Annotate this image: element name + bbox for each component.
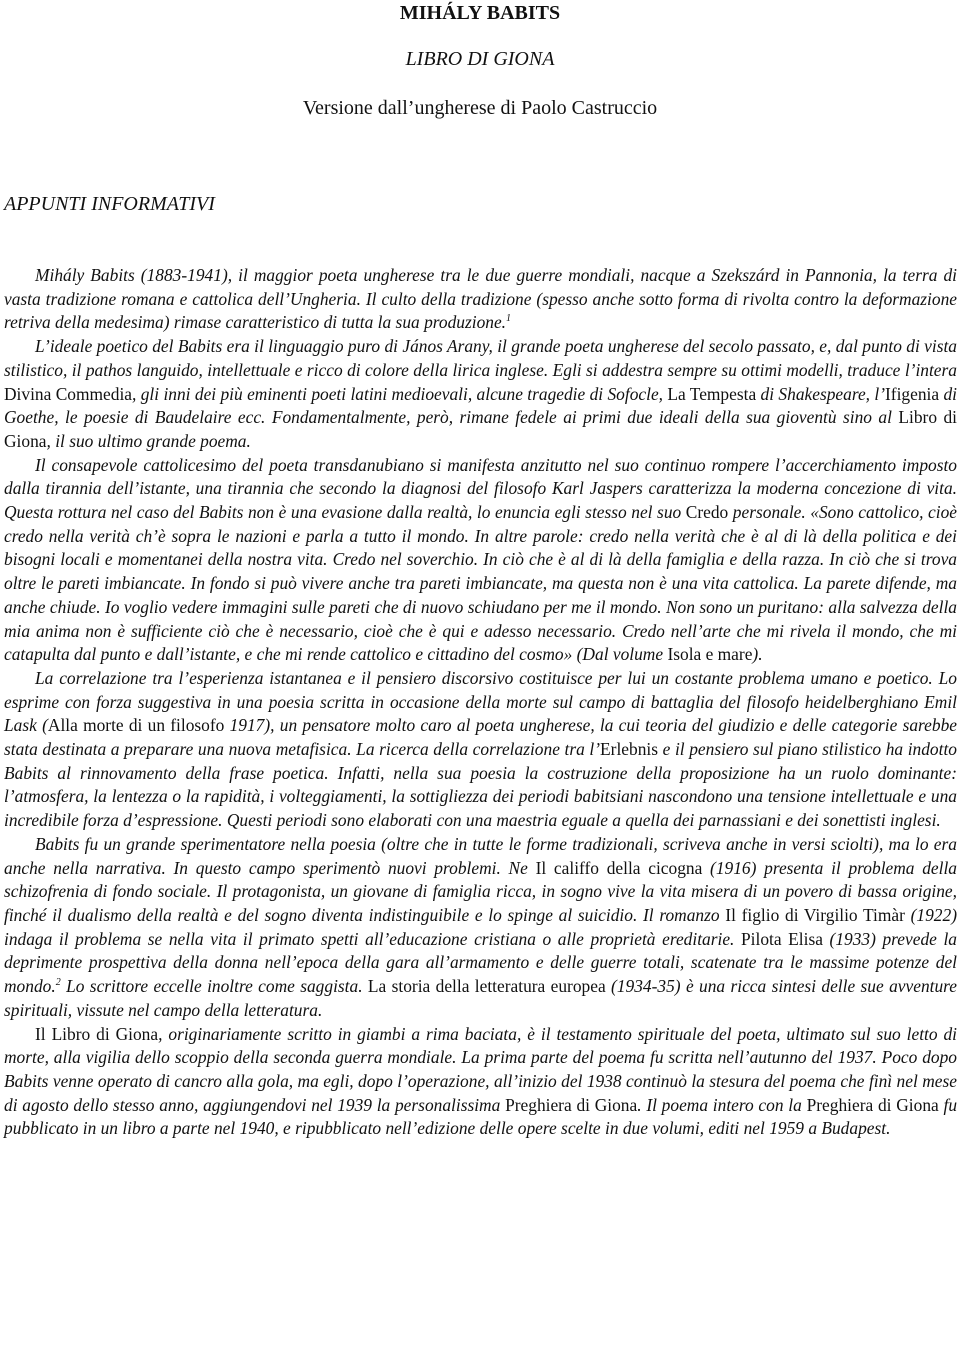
- title-reference: Il califfo della cicogna: [535, 857, 703, 878]
- text-run: e il pensiero sul piano stilistico ha indotto Babits al rinnovamento della frase poetica. Infatti, nella sua poesia la costruzione della proposizione ha un ruolo dominante: l’atmosfera, la lentezza o la rapidità, i volteggiamenti, la sottigliezza dei periodi babitsiani nascondono una tensione intellettuale e una incredibile forza d’espressione. Questi periodi sono elaborati con una maestria eguale a quella dei parnassiani e dei sonettisti inglesi.: [4, 739, 957, 831]
- text-run: ).: [752, 644, 763, 665]
- text-run: 1917), un pensatore molto caro al poeta ungherese, la cui teoria del giudizio e delle categorie sarebbe stata destinata a preparare una nuova metafisica. La ricerca della correlazione tra l’: [4, 715, 957, 760]
- title-reference: Preghiera di Giona: [505, 1094, 638, 1115]
- text-run: La correlazione tra l’esperienza istantanea e il pensiero discorsivo costituisce per lui un costante problema umano e poetico. Lo esprime con forza suggestiva in una poesia scritta in occasione della morte sul campo di battaglia del filosofo heidelberghiano Emil Lask (: [4, 667, 957, 736]
- title-reference: La storia della letteratura europea: [367, 976, 606, 997]
- text-run: (1916) presenta il problema della schizofrenia di fondo sociale. Il protagonista, un giovane di famiglia ricca, in sogno vive la vita misera di un povero di bassa origine, finché il dualismo della realtà e del sogno diventa indistinguibile e lo spinge al suicidio. Il romanzo: [4, 857, 957, 925]
- text-run: Babits fu un grande sperimentatore nella poesia (oltre che in tutte le forme tradizionali, scriveva anche in versi sciolti), ma lo era anche nella narrativa. In questo campo sperimentò nuovi problemi. Ne: [4, 833, 957, 878]
- paragraph: [4, 1023, 957, 1142]
- title-reference: Pilota Elisa: [740, 928, 823, 949]
- text-run: Il consapevole cattolicesimo del poeta transdanubiano si manifesta anzitutto nel suo continuo rompere l’accerchiamento imposto dalla tirannia dell’istante, una tirannia che secondo la diagnosi del filosofo Karl Jaspers caratterizza la moderna concezione di vita. Questa rottura nel caso del Babits non è una evasione dalla realtà, lo enuncia egli stesso nel suo: [4, 454, 957, 523]
- title-reference: Il: [35, 1023, 52, 1044]
- text-run: , gli inni dei più eminenti poeti latini medioevali, alcune tragedie di Sofocle,: [132, 383, 668, 404]
- title-reference: Divina Commedia: [4, 383, 133, 404]
- text-run: L’ideale poetico del Babits era il linguaggio puro di János Arany, il grande poeta ungherese del secolo passato, e, dal punto di vista stilistico, il pathos languido, intellettuale e ricco di colore della lirica inglese. Egli si addestra sempre su ottimi modelli, traduce l’intera: [4, 336, 957, 380]
- title-reference: Isola e mare: [667, 644, 753, 665]
- text-run: (1933) prevede la deprimente prospettiva della donna nell’epoca della gara all’armamento e delle guerre totali, scatenate tra le massime potenze del mondo.: [4, 928, 957, 997]
- translator-line: Versione dall’ungherese di Paolo Castruccio: [302, 97, 658, 119]
- text-run: , originariamente scritto in giambi a rima baciata, è il testamento spirituale del poeta, ultimato sul suo letto di morte, alla vigilia dello scoppio della seconda guerra mondiale. La prima parte del poema fu scritta nell’autunno del 1937. Poco dopo Babits venne operato di cancro alla gola, ma egli, dopo l’operazione, all’inizio del 1938 continuò la stesura del poema che finì nel mese di agosto dello stesso anno, aggiungendovi nel 1939 la personalissima: [4, 1023, 958, 1115]
- paragraph: [4, 454, 957, 667]
- title-reference: Libro di Giona: [51, 1023, 159, 1044]
- text-run: fu pubblicato in un libro a parte nel 1940, e ripubblicato nell’edizione delle opere scelte in due volumi, editi nel 1959 a Budapest.: [4, 1094, 958, 1139]
- title-reference: Credo: [685, 502, 729, 523]
- paragraph: [4, 833, 957, 1023]
- title-reference: Ifigenia: [885, 383, 940, 404]
- paragraph: [4, 264, 957, 335]
- text-run: (1922) indaga il problema se nella vita il primato spetti all’educazione cristiana o alle proprietà ereditarie.: [4, 904, 957, 949]
- paragraph: [4, 667, 957, 833]
- footnote-marker: 2: [55, 977, 61, 989]
- title-reference: Alla morte di un filosofo: [47, 715, 225, 736]
- body-text: [4, 264, 957, 1141]
- title-reference: Libro di Giona: [4, 407, 957, 451]
- footnote-marker: 1: [506, 313, 512, 325]
- text-run: (1934-35) è una ricca sintesi delle sue avventure spirituali, vissute nel campo della letteratura.: [4, 976, 958, 1020]
- author-heading: MIHÁLY BABITS: [399, 2, 561, 24]
- title-reference: Preghiera di Giona: [806, 1094, 939, 1115]
- text-run: Lo scrittore eccelle inoltre come saggista.: [60, 976, 368, 997]
- text-run: Mihály Babits (1883-1941), il maggior poeta ungherese tra le due guerre mondiali, nacque a Szekszárd in Pannonia, la terra di vasta tradizione romana e cattolica dell’Ungheria. Il culto della tradizione (spesso anche sotto forma di rivolta contro la deformazione retriva della medesima) rimase caratteristico di tutta la sua produzione.: [4, 265, 957, 333]
- title-reference: Il figlio di Virgilio Timàr: [725, 904, 905, 925]
- book-title: LIBRO DI GIONA: [405, 48, 555, 70]
- paragraph: [4, 335, 957, 454]
- title-reference: Erlebnis: [600, 739, 659, 760]
- text-run: . Il poema intero con la: [637, 1094, 807, 1115]
- title-reference: La Tempesta: [667, 383, 757, 404]
- section-title: APPUNTI INFORMATIVI: [4, 193, 215, 215]
- text-run: di Goethe, le poesie di Baudelaire ecc. Fondamentalmente, però, rimane fedele ai primi due ideali della sua gioventù sino al: [4, 383, 957, 428]
- text-run: di Shakespeare, l’: [756, 383, 886, 404]
- text-run: , il suo ultimo grande poema.: [46, 430, 251, 451]
- text-run: personale. «Sono cattolico, cioè credo nella verità ch’è sopra le nazioni e parla a tutto il mondo. In altre parole: credo nella verità che è al di là della politica e dei bisogni locali e momentanei della nostra vita. Credo nel soverchio. In ciò che è al di là della famiglia e della razza. In ciò che si trova oltre le pareti imbiancate. In fondo si può vivere anche tra pareti imbiancate, ma questa non è una vita cattolica. La parete difende, ma anche chiude. Io voglio vedere immagini sulle pareti che di nuovo schiudano per me il mondo. Non sono un puritano: alla salvezza della mia anima non è sufficiente ciò che è necessario, cioè che è qui e adesso necessario. Credo nell’arte che mi rivela il mondo, che mi catapulta dal punto e dall’istante, e che mi rende cattolico e cittadino del cosmo» (Dal volume: [4, 502, 957, 665]
